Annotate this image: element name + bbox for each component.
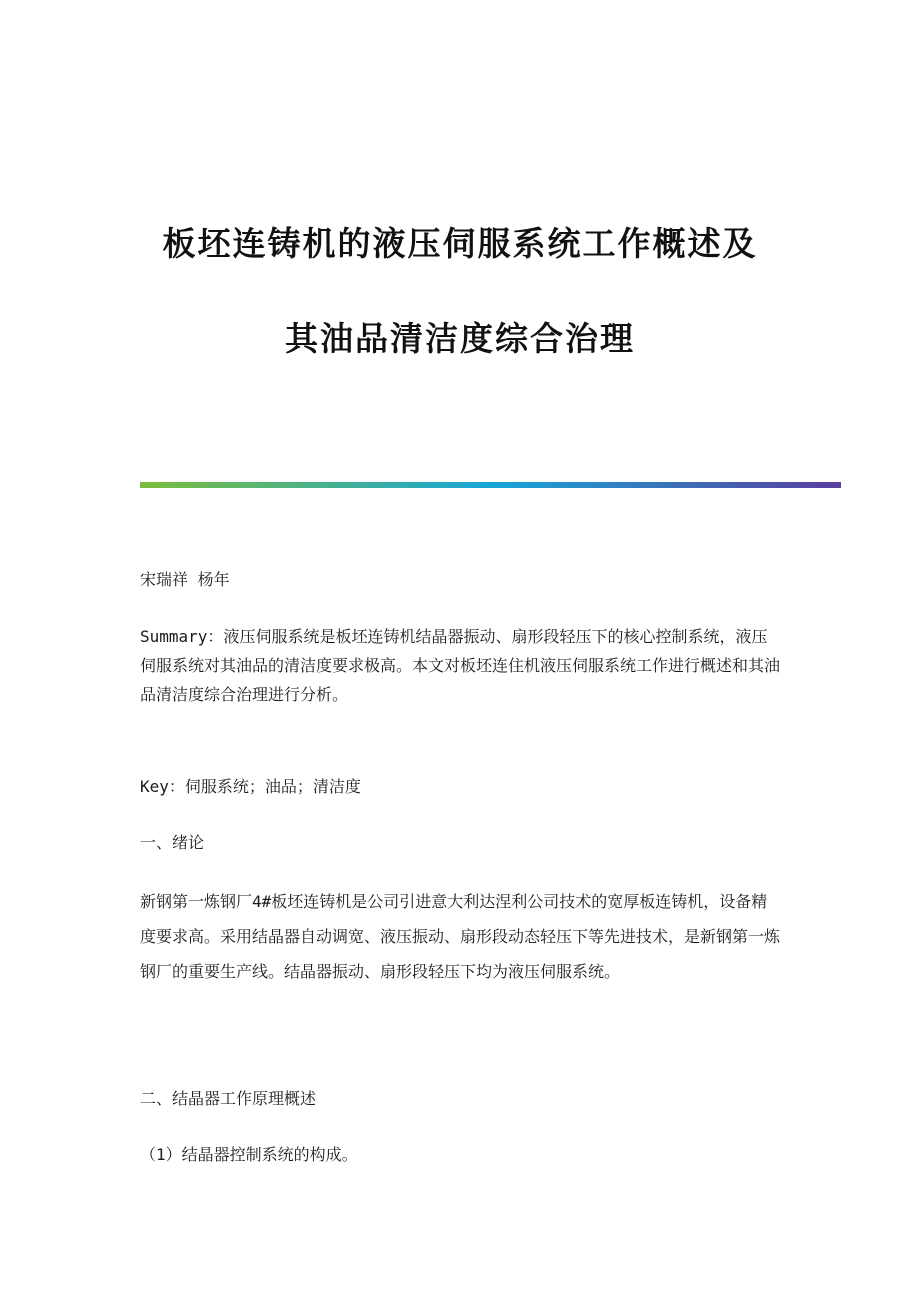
summary-block (140, 622, 780, 709)
section-2-subheading-1: （1）结晶器控制系统的构成。 (140, 1145, 358, 1164)
keywords-block (140, 773, 780, 801)
keywords-label: Key： (140, 777, 185, 796)
summary-text: 液压伺服系统是板坯连铸机结晶器振动、扇形段轻压下的核心控制系统，液压伺服系统对其油品的清洁度要求极高。本文对板坯连住机液压伺服系统工作进行概述和其油品清洁度综合治理进行分析。 (140, 627, 781, 704)
authors: 宋瑞祥 杨年 (140, 570, 230, 589)
gradient-divider (140, 482, 841, 488)
section-2-heading: 二、结晶器工作原理概述 (140, 1089, 317, 1108)
summary-label: Summary： (140, 627, 224, 646)
section-1-paragraph: 新钢第一炼钢厂4#板坯连铸机是公司引进意大利达涅利公司技术的宽厚板连铸机，设备精度要求高。采用结晶器自动调宽、液压振动、扇形段动态轻压下等先进技术，是新钢第一炼钢厂的重要生产线。结晶器振动、扇形段轻压下均为液压伺服系统。 (140, 892, 781, 981)
section-1-heading: 一、绪论 (140, 833, 205, 852)
document-title-line-1: 板坯连铸机的液压伺服系统工作概述及 (162, 224, 758, 263)
document-title-line-2: 其油品清洁度综合治理 (285, 319, 635, 358)
keywords-text: 伺服系统；油品；清洁度 (184, 777, 361, 796)
